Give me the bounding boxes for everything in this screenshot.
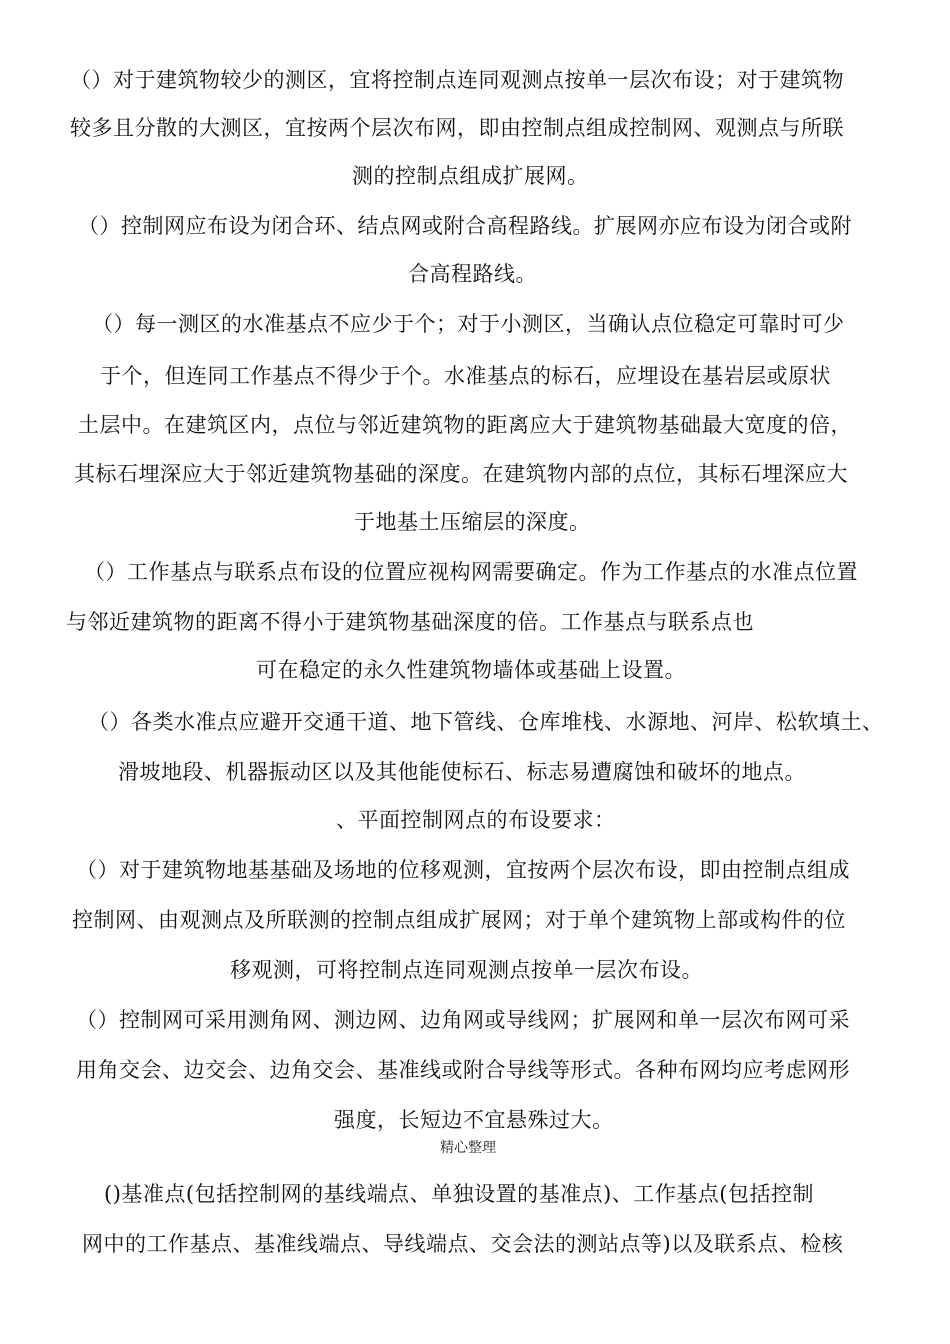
text-line-6: （）每一测区的水准基点不应少于个；对于小测区，当确认点位稳定可靠时可少	[92, 312, 845, 336]
text-line-1: （）对于建筑物较少的测区，宜将控制点连同观测点按单一层次布设；对于建筑物	[70, 68, 844, 92]
text-line-8: 土层中。在建筑区内，点位与邻近建筑物的距离应大于建筑物基础最大宽度的倍，	[78, 413, 852, 437]
text-line-2: 较多且分散的大测区，宜按两个层次布网，即由控制点组成控制网、观测点与所联	[70, 116, 844, 140]
footer-label: 精心整理	[440, 1140, 496, 1156]
text-line-11: （）工作基点与联系点布设的位置应视构网需要确定。作为工作基点的水准点位置	[84, 560, 858, 584]
text-line-4: （）控制网应布设为闭合环、结点网或附合高程路线。扩展网亦应布设为闭合或附	[78, 214, 852, 238]
text-line-15: 滑坡地段、机器振动区以及其他能使标石、标志易遭腐蚀和破坏的地点。	[118, 760, 806, 784]
text-line-7: 于个，但连同工作基点不得少于个。水准基点的标石，应埋设在基岩层或原状	[100, 364, 831, 388]
text-line-23: ()基准点(包括控制网的基线端点、单独设置的基准点)、工作基点(包括控制	[104, 1182, 814, 1206]
text-line-3: 测的控制点组成扩展网。	[352, 164, 589, 188]
text-line-10: 于地基土压缩层的深度。	[354, 510, 591, 534]
text-line-5: 合高程路线。	[408, 262, 537, 286]
text-line-19: 移观测，可将控制点连同观测点按单一层次布设。	[230, 958, 703, 982]
text-line-9: 其标石埋深应大于邻近建筑物基础的深度。在建筑物内部的点位，其标石埋深应大	[74, 462, 848, 486]
text-line-17: （）对于建筑物地基基础及场地的位移观测，宜按两个层次布设，即由控制点组成	[76, 858, 850, 882]
section-heading: 、平面控制网点的布设要求：	[336, 808, 616, 832]
text-line-13: 可在稳定的永久性建筑物墙体或基础上设置。	[256, 658, 686, 682]
text-line-18: 控制网、由观测点及所联测的控制点组成扩展网；对于单个建筑物上部或构件的位	[72, 908, 846, 932]
text-line-20: （）控制网可采用测角网、测边网、边角网或导线网；扩展网和单一层次布网可采	[76, 1008, 850, 1032]
text-line-24: 网中的工作基点、基准线端点、导线端点、交会法的测站点等)以及联系点、检核	[82, 1232, 844, 1256]
text-line-22: 强度，长短边不宜悬殊过大。	[334, 1108, 614, 1132]
text-line-21: 用角交会、边交会、边角交会、基准线或附合导线等形式。各种布网均应考虑网形	[76, 1058, 850, 1082]
text-line-12: 与邻近建筑物的距离不得小于建筑物基础深度的倍。工作基点与联系点也	[66, 610, 754, 634]
text-line-14: （）各类水准点应避开交通干道、地下管线、仓库堆栈、水源地、河岸、松软填土、	[88, 710, 884, 734]
